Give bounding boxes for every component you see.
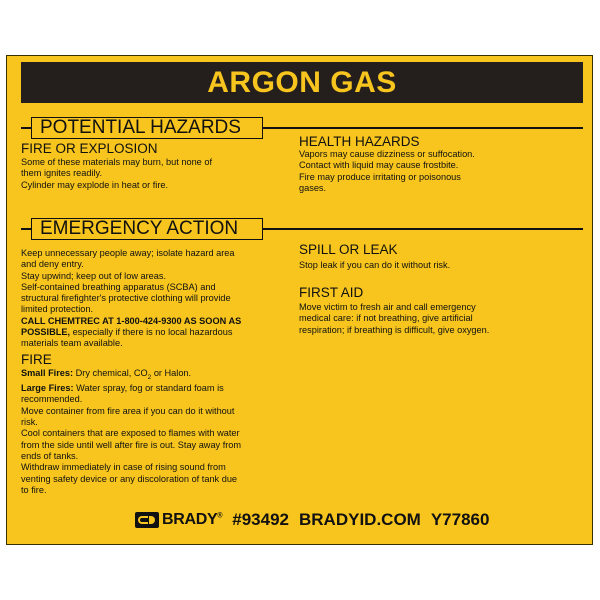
fire-or-explosion-heading: FIRE OR EXPLOSION [21, 141, 158, 156]
health-hazards-heading: HEALTH HAZARDS [299, 134, 420, 149]
text-line: venting safety device or any discoloration of tank due [21, 473, 238, 484]
header-rule-right [263, 228, 583, 230]
fire-text [21, 368, 241, 496]
brady-logo-icon [135, 512, 159, 528]
small-fires-line [21, 368, 241, 383]
text-line: limited protection. [21, 304, 94, 315]
chemtrec-text: especially if there is no local hazardous [70, 327, 233, 338]
text-line: from the side until well after fire is out. Stay away from [21, 439, 242, 450]
text-line: Move victim to fresh air and call emergency [299, 302, 476, 312]
fire-or-explosion-text [21, 157, 212, 191]
chemtrec-line [21, 316, 241, 327]
text-line: gases. [299, 182, 327, 193]
text-line: Self-contained breathing apparatus (SCBA) and [21, 281, 216, 292]
potential-hazards-heading: POTENTIAL HAZARDS [31, 117, 263, 139]
first-aid-heading: FIRST AID [299, 285, 364, 300]
small-fires-label: Small Fires: [21, 368, 74, 378]
part-number: #93492 [232, 510, 289, 529]
large-fires-line [21, 383, 241, 394]
text-line: Stop leak if you can do it without risk. [299, 260, 451, 270]
brand-name: BRADY [162, 511, 218, 528]
header-rule-left [21, 228, 31, 230]
text-line: to fire. [21, 484, 47, 495]
header-rule-left [21, 127, 31, 129]
emergency-action-text [21, 248, 241, 350]
text-line: ends of tanks. [21, 450, 79, 461]
text-line: Withdraw immediately in case of rising sound from [21, 462, 226, 473]
title-bar [21, 62, 583, 103]
text-line: them ignites readily. [21, 168, 103, 179]
text-line: Cylinder may explode in heat or fire. [21, 179, 169, 190]
first-aid-text [299, 302, 489, 336]
chemtrec-bold: CALL CHEMTREC AT 1-800-424-9300 AS SOON AS [21, 315, 242, 326]
large-fires-label: Large Fires: [21, 383, 74, 394]
product-code: Y77860 [430, 510, 490, 529]
fire-heading: FIRE [21, 352, 52, 367]
text-line: and deny entry. [21, 259, 84, 270]
text-fragment: Water spray, fog or standard foam is [73, 383, 224, 394]
chemtrec-bold: POSSIBLE, [21, 327, 71, 338]
text-line: Keep unnecessary people away; isolate hazard area [21, 248, 235, 258]
emergency-action-header [21, 218, 583, 240]
text-line: risk. [21, 417, 38, 428]
registered-mark: ® [217, 512, 223, 520]
health-hazards-text [299, 149, 475, 194]
text-line: materials team available. [21, 338, 123, 349]
text-line: Contact with liquid may cause frostbite. [299, 160, 459, 171]
text-line: structural firefighter's protective clothing will provide [21, 293, 231, 304]
text-line: medical care: if not breathing, give artificial [299, 313, 473, 324]
website: BRADYID.COM [299, 510, 421, 529]
text-fragment: or Halon. [151, 368, 192, 378]
text-line: Fire may produce irritating or poisonous [299, 171, 461, 182]
label-footer [135, 508, 490, 532]
text-fragment: Dry chemical, CO [73, 368, 148, 378]
argon-gas-label [6, 55, 593, 545]
label-title: ARGON GAS [207, 65, 397, 99]
spill-or-leak-heading: SPILL OR LEAK [299, 242, 398, 257]
brady-wordmark [162, 511, 222, 529]
text-line: recommended. [21, 394, 83, 405]
header-rule-right [263, 127, 583, 129]
emergency-action-heading: EMERGENCY ACTION [31, 218, 263, 240]
text-line: Move container from fire area if you can do it without [21, 405, 235, 416]
text-line: respiration; if breathing is difficult, give oxygen. [299, 324, 490, 335]
text-line: Cool containers that are exposed to flames with water [21, 428, 240, 439]
brady-logo [135, 511, 222, 529]
text-line: Vapors may cause dizziness or suffocation. [299, 149, 475, 159]
text-line: Stay upwind; keep out of low areas. [21, 270, 167, 281]
chemtrec-line [21, 327, 241, 338]
spill-or-leak-text [299, 260, 450, 271]
text-line: Some of these materials may burn, but none of [21, 157, 212, 167]
subscript: 2 [147, 373, 152, 381]
